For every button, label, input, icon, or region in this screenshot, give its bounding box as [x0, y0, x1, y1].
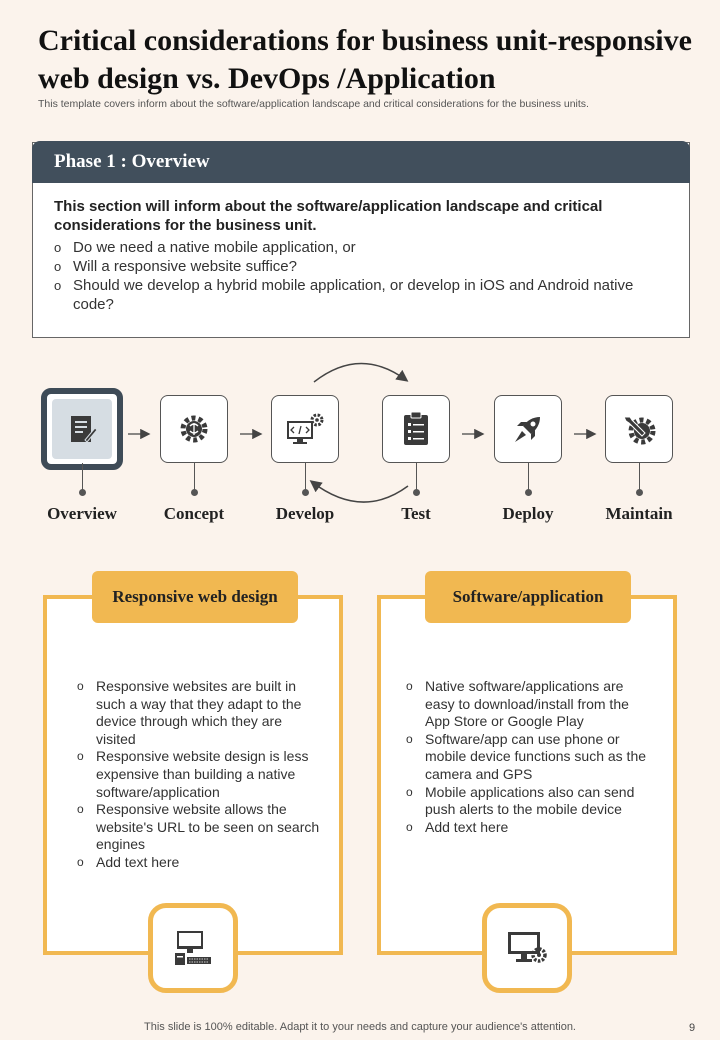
- step-dot: [413, 489, 420, 496]
- gear-brain-icon: [176, 411, 212, 447]
- step-dot: [79, 489, 86, 496]
- step-maintain[interactable]: [605, 395, 673, 463]
- step-develop[interactable]: [271, 395, 339, 463]
- list-item: o Native software/applications are easy to download/install from the App Store or Google Play: [406, 678, 656, 731]
- list-item: o Responsive websites are built in such a way that they adapt to the device through which they are visited: [77, 678, 322, 748]
- step-label-overview: Overview: [47, 504, 117, 523]
- list-item: o Add text here: [406, 819, 656, 837]
- step-deploy[interactable]: [494, 395, 562, 463]
- responsive-card-list: [77, 678, 322, 872]
- phase-title: Phase 1 : Overview: [54, 151, 210, 172]
- footer-note: This slide is 100% editable. Adapt it to your needs and capture your audience's attention.: [144, 1021, 576, 1033]
- phase-intro: This section will inform about the software/application landscape and critical considerations for the business unit.: [54, 198, 603, 234]
- phase-question: o Do we need a native mobile application, or: [54, 238, 674, 257]
- rocket-icon: [510, 411, 546, 447]
- curved-arrow-forward-icon: [314, 363, 406, 382]
- desktop-computer-icon: [173, 929, 213, 967]
- step-dot: [302, 489, 309, 496]
- list-item: o Responsive website allows the website's URL to be seen on search engines: [77, 801, 322, 854]
- step-dot: [636, 489, 643, 496]
- software-card-list: [406, 678, 656, 836]
- responsive-card-title: Responsive web design: [92, 571, 298, 623]
- monitor-settings-icon: [506, 929, 548, 967]
- list-item: o Software/app can use phone or mobile device functions such as the camera and GPS: [406, 731, 656, 784]
- step-test[interactable]: [382, 395, 450, 463]
- list-item: o Responsive website design is less expensive than building a native software/application: [77, 748, 322, 801]
- step-overview[interactable]: [41, 388, 123, 470]
- step-dot: [525, 489, 532, 496]
- monitor-code-icon: [285, 411, 325, 447]
- list-item: o Mobile applications also can send push alerts to the mobile device: [406, 784, 656, 819]
- list-item: o Add text here: [77, 854, 322, 872]
- phase-header: [32, 141, 690, 183]
- page-number: 9: [689, 1022, 696, 1034]
- wrench-gear-icon: [620, 411, 658, 447]
- step-concept[interactable]: [160, 395, 228, 463]
- responsive-card-icon-badge: [148, 903, 238, 993]
- step-label-develop: Develop: [275, 504, 335, 523]
- document-pen-icon: [65, 412, 99, 446]
- page-title: Critical considerations for business unit-responsive web design vs. DevOps /Application: [38, 24, 692, 95]
- step-label-test: Test: [401, 504, 431, 523]
- step-label-deploy: Deploy: [502, 504, 554, 523]
- software-card-title: Software/application: [425, 571, 631, 623]
- step-dot: [191, 489, 198, 496]
- curved-arrow-back-icon: [312, 482, 408, 502]
- phase-question-list: [54, 238, 674, 314]
- page-subtitle: This template covers inform about the software/application landscape and critical considerations for the business units.: [38, 98, 589, 110]
- phase-question: o Will a responsive website suffice?: [54, 257, 674, 276]
- phase-question: o Should we develop a hybrid mobile application, or develop in iOS and Android native code?: [54, 276, 674, 314]
- clipboard-checklist-icon: [400, 411, 432, 447]
- software-card-icon-badge: [482, 903, 572, 993]
- step-label-concept: Concept: [163, 504, 225, 523]
- step-label-maintain: Maintain: [605, 504, 673, 523]
